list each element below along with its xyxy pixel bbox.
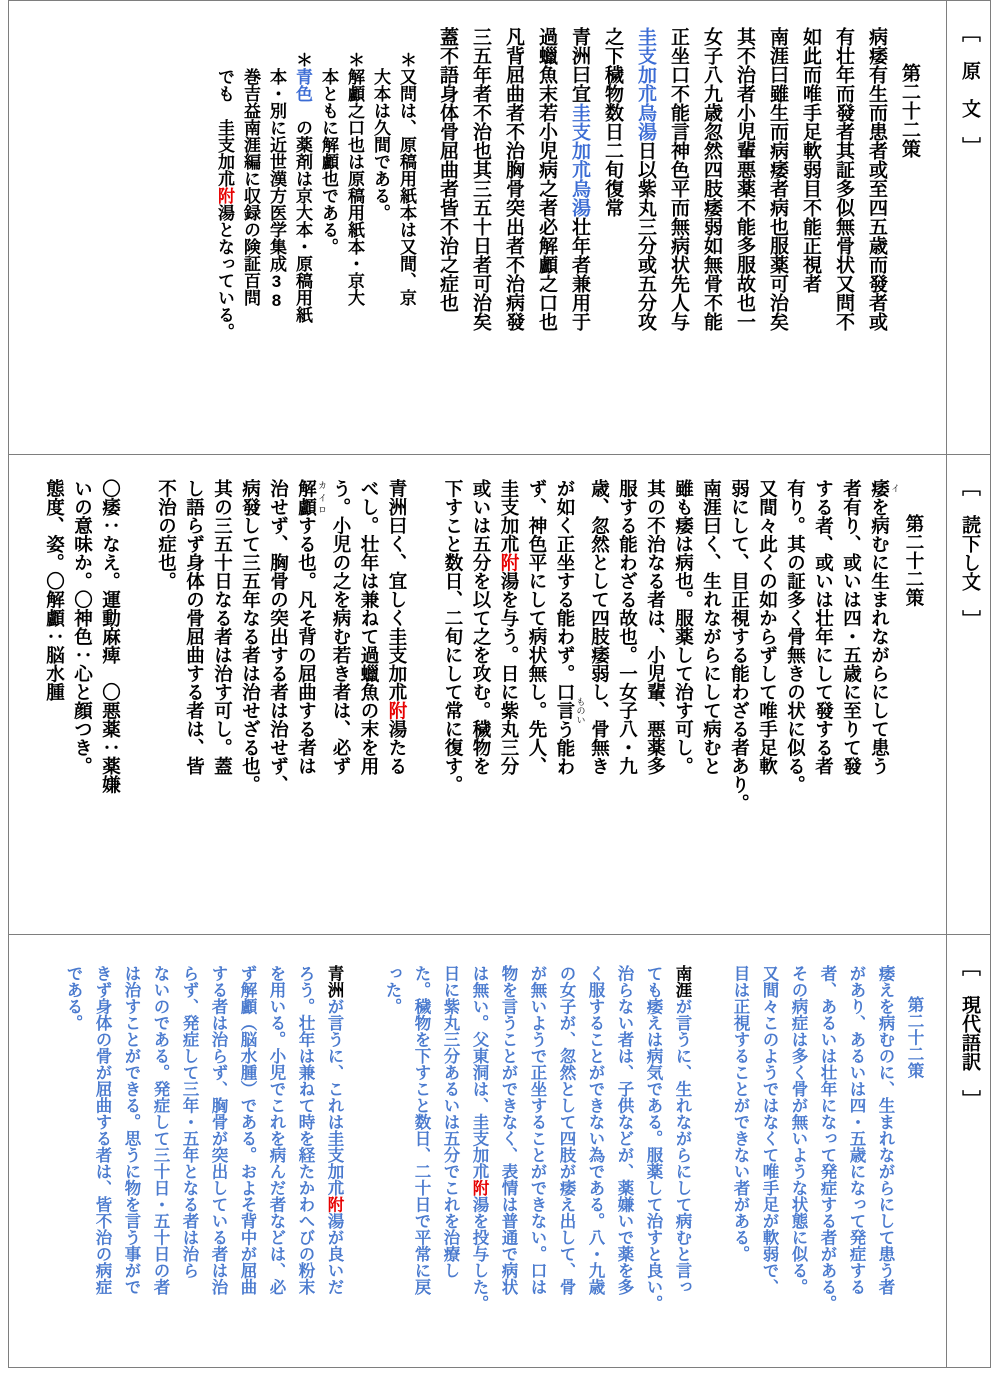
text-segment: する也。凡そ背の屈曲する者は [296, 516, 318, 775]
text-segment: 病發して三五年なる者は治せざる也。 [240, 479, 262, 794]
text-segment: 不治の症也。 [156, 479, 178, 590]
ruby-text: 痿 イ [869, 479, 900, 498]
text-segment: 附 [499, 553, 520, 572]
text-column [495, 479, 523, 928]
text-segment: 南涯曰く、生れながらにして病むと [701, 479, 723, 775]
text-segment: 治らない者は、子供などが、薬嫌いで薬を多 [615, 965, 633, 1295]
text-segment: 圭支加朮烏湯 [635, 27, 656, 141]
text-column [377, 965, 406, 1361]
text-column [614, 479, 642, 928]
text-segment: 過蠟魚末若小児病之者必解顱之口也 [536, 27, 557, 331]
text-segment: 青洲曰宜 [569, 27, 590, 103]
text-column [116, 965, 145, 1361]
text-segment: った。 [383, 965, 401, 1015]
text-segment: の女子が、忽然として四肢が痿え出して、骨 [557, 965, 575, 1295]
text-column [586, 479, 614, 928]
text-segment: 者、あるいは壮年になって発症する者がある。 [818, 965, 836, 1312]
text-column [97, 479, 125, 928]
text-column [237, 479, 265, 928]
text-column [794, 27, 827, 448]
text-segment: 38 [267, 272, 286, 310]
text-segment: 又間々このようではなくて唯手足が軟弱で、 [760, 965, 778, 1295]
text-column [860, 27, 893, 448]
text-column [667, 965, 696, 1361]
text-column [728, 27, 761, 448]
text-column [263, 51, 289, 448]
text-group-main [41, 479, 901, 928]
text-segment: 〇痿：なえ。運動麻痺 〇悪薬：薬嫌 [100, 479, 122, 794]
column-gap [125, 479, 153, 928]
text-segment: 圭支加朮 [499, 479, 520, 553]
text-segment: 附 [325, 1196, 343, 1213]
text-segment: 湯を投与した。 [470, 1196, 488, 1312]
text-segment: 之下穢物数日二旬復常 [602, 27, 623, 217]
text-group-main [58, 965, 899, 1361]
text-segment: 圭支加朮烏湯 [569, 103, 590, 217]
text-segment: する者、或いは壮年にして發する者 [813, 479, 835, 775]
text-column [232, 965, 261, 1361]
text-segment: た。穢物を下すこと数日、二十日で平常に戻 [412, 965, 430, 1295]
column-gap [411, 479, 439, 928]
text-segment: が言うに、生れながらにして病むと言っ [673, 998, 691, 1295]
text-segment: である。 [64, 965, 82, 1031]
text-column [551, 479, 586, 928]
text-column [393, 51, 419, 448]
text-segment: する者は治らず、胸骨が突出している者は治 [209, 965, 227, 1295]
text-column [827, 27, 860, 448]
text-segment: 附 [470, 1179, 488, 1196]
original-text-content [9, 1, 946, 454]
text-segment: 歳、忽然として四肢痿弱し、骨無き [589, 479, 611, 775]
text-segment: を用いる。小児でこれを病んだ者などは、必 [267, 965, 285, 1295]
text-column [761, 27, 794, 448]
text-column [670, 479, 698, 928]
text-segment: ＊解顱之口也は原稿用紙本・京大 [345, 51, 364, 306]
text-segment: 日以紫丸三分或五分攻 [635, 141, 656, 331]
text-column [841, 965, 870, 1361]
text-segment: 物を言うことができなく、表情は普通で病状 [499, 965, 517, 1295]
text-column [662, 27, 695, 448]
text-segment: ろう。壮年は兼ねて時を経たかわへびの粉末 [296, 965, 314, 1295]
text-column [293, 479, 328, 928]
text-segment: 三五年者不治也其三五十日者可治矣 [470, 27, 491, 331]
text-segment: 第二十二策 [905, 996, 923, 1079]
text-segment: 壮年者兼用于 [569, 217, 590, 331]
text-column [783, 965, 812, 1361]
text-segment: 雖も痿は病也。服薬して治す可し。 [673, 479, 695, 775]
section-title [899, 965, 928, 1361]
text-column [355, 479, 383, 928]
text-column [203, 965, 232, 1361]
text-segment: 青洲曰く、宜しく圭支加朮 [387, 479, 408, 701]
text-segment: 其の三五十日なる者は治す可し。蓋 [212, 479, 234, 775]
text-column [810, 479, 838, 928]
text-column [464, 965, 493, 1361]
text-column [523, 479, 551, 928]
text-column [812, 965, 841, 1361]
text-column [726, 479, 754, 928]
text-segment: 下すこと数日、二旬にして常に復す。 [443, 479, 464, 794]
text-segment: 巻吉益南涯編に収録の険証百問 [241, 68, 260, 306]
text-segment: その病症は多く骨が無いような状態に似る。 [789, 965, 807, 1295]
text-segment: 弱にして、目正視する能わざる者あり。 [729, 479, 751, 812]
text-column [698, 479, 726, 928]
text-segment: 第二十二策 [899, 63, 920, 159]
text-column [497, 27, 530, 448]
text-column [642, 479, 670, 928]
text-column [290, 965, 319, 1361]
text-segment: 南涯 [673, 965, 691, 998]
text-segment: 病痿有生而患者或至四五歳而發者或 [866, 27, 887, 331]
text-column [530, 27, 563, 448]
text-column [209, 479, 237, 928]
text-segment: 湯たる [387, 719, 408, 775]
panel-reading-text [8, 455, 991, 935]
text-column [181, 479, 209, 928]
text-column [145, 965, 174, 1361]
text-segment: 日に紫丸三分あるいは五分でこれを治療し [441, 965, 459, 1279]
text-segment: し語らず身体の骨屈曲する者は、皆 [184, 479, 206, 775]
text-segment: べし。壮年は兼ねて過蠟魚の末を用 [359, 479, 380, 775]
text-segment: 服する能わざる故也。一女子八・九 [617, 479, 639, 775]
text-segment: があり、あるいは四・五歳になって発症する [847, 965, 865, 1295]
text-segment: う能わ [555, 720, 576, 776]
text-segment: 如此而唯手足軟弱目不能正視者 [800, 27, 821, 293]
text-segment: 凡背屈曲者不治胸骨突出者不治病發 [503, 27, 524, 331]
text-column [493, 965, 522, 1361]
text-column [580, 965, 609, 1361]
text-segment: 本・別に近世漢方医学集成 [267, 68, 286, 272]
text-column [367, 51, 393, 448]
text-column [327, 479, 355, 928]
text-column [467, 479, 495, 928]
text-group-main [431, 27, 893, 448]
text-segment: 有り。其の証多く骨無きの状に似る。 [785, 479, 807, 794]
text-column [464, 27, 497, 448]
text-column [174, 965, 203, 1361]
text-segment: 青色 [293, 68, 312, 102]
text-column [87, 965, 116, 1361]
modern-translation-label-column [946, 935, 990, 1367]
text-column [58, 965, 87, 1361]
text-column [439, 479, 467, 928]
text-column [629, 27, 662, 448]
text-column [754, 965, 783, 1361]
text-column [522, 965, 551, 1361]
text-segment: ＊又問は、原稿用紙本は又間、京 [397, 51, 416, 306]
section-title [900, 479, 928, 928]
ruby-text: 解顱 カイロ [296, 479, 327, 516]
text-column [551, 965, 580, 1361]
text-segment: が如く正坐する能わず。口 [555, 479, 576, 701]
reading-text-content [9, 455, 946, 934]
text-column [341, 51, 367, 448]
text-column [754, 479, 782, 928]
section-label: ［ 読下し文 ］ [959, 477, 980, 629]
text-segment: 又間々此くの如からずして唯手足軟 [757, 479, 779, 775]
text-column [406, 965, 435, 1361]
text-segment: 湯を与う。日に紫丸三分 [499, 571, 520, 775]
text-column [838, 479, 866, 928]
ruby-text: 言 ものい [555, 697, 586, 724]
text-segment: 有壮年而發者其証多似無骨状又問不 [833, 27, 854, 331]
document-page [8, 0, 991, 1368]
text-segment: 附 [387, 701, 408, 720]
text-column [289, 51, 315, 448]
column-gap [696, 965, 725, 1361]
text-segment: う。小児の之を病む若き者は、必ず [331, 479, 352, 775]
text-segment: 目は正視することができない者がある。 [731, 965, 749, 1262]
text-column [41, 479, 69, 928]
text-segment: 其不治者小児輩悪薬不能多服故也一 [734, 27, 755, 331]
text-segment: く服することができない為である。八・九歳 [586, 965, 604, 1295]
text-segment: 正坐口不能言神色平而無病状先人与 [668, 27, 689, 331]
original-text-label-column [946, 1, 990, 454]
modern-translation-content [9, 935, 946, 1367]
text-segment: 蓋不語身体骨屈曲者皆不治之症也 [437, 27, 458, 312]
text-segment: 其の不治なる者は、小児輩、悪薬多 [645, 479, 667, 775]
text-segment: ても痿えは病気である。服薬して治すと良い。 [644, 965, 662, 1312]
reading-text-label-column [946, 455, 990, 934]
text-column [431, 27, 464, 448]
panel-modern-translation [8, 935, 991, 1368]
text-segment: 女子八九歳忽然四肢痿弱如無骨不能 [701, 27, 722, 331]
section-label: ［ 原 文 ］ [959, 23, 980, 156]
text-segment: 治せず、胸骨の突出する者は治せず、 [268, 479, 290, 794]
text-column [725, 965, 754, 1361]
section-label: ［ 現代語訳 ］ [959, 957, 980, 1109]
text-segment: 青洲 [325, 965, 343, 998]
text-column [319, 965, 348, 1361]
text-column [69, 479, 97, 928]
text-column [315, 51, 341, 448]
text-column [638, 965, 667, 1361]
text-column [435, 965, 464, 1361]
text-segment: が無いようで正坐することができない。口は [528, 965, 546, 1295]
text-segment: 大本は久間である。 [371, 68, 390, 221]
column-gap [348, 965, 377, 1361]
text-column [782, 479, 810, 928]
text-segment: 或いは五分を以て之を攻む。穢物を [471, 479, 492, 775]
text-segment: ないのである。発症して三十日・五十日の者 [151, 965, 169, 1295]
text-segment: が言うに、これは圭支加朮 [325, 998, 343, 1196]
text-column [866, 479, 901, 928]
text-segment: は無い。父東洞は、圭支加朮 [470, 965, 488, 1180]
text-segment: を病むに生まれながらにして患う [869, 497, 891, 775]
text-column [609, 965, 638, 1361]
panel-original-text [8, 0, 991, 455]
text-column [695, 27, 728, 448]
text-segment: 南涯曰雖生而病痿者病也服薬可治矣 [767, 27, 788, 331]
text-segment: 痿えを病むのに、生まれながらにして患う者 [876, 965, 894, 1295]
text-segment: いの意味か。〇神色：心と顔つき。 [72, 479, 94, 775]
text-group-notes [211, 27, 419, 448]
text-column [237, 51, 263, 448]
text-segment: 第二十二策 [904, 514, 925, 607]
text-segment: ＊ [293, 51, 312, 68]
text-segment: の薬剤は京大本・原稿用紙 [293, 102, 312, 323]
text-segment: 本ともに解顱也である。 [319, 68, 338, 255]
text-segment: 態度、姿。〇解顱：脳水腫 [44, 479, 66, 701]
text-column [596, 27, 629, 448]
text-segment: ず、神色平にして病状無し。先人、 [527, 479, 548, 775]
text-segment: 附 [215, 187, 234, 204]
section-title [893, 27, 926, 448]
text-column [383, 479, 411, 928]
text-column [153, 479, 181, 928]
text-segment: でも 圭支加朮 [215, 68, 234, 187]
text-column [261, 965, 290, 1361]
text-column [265, 479, 293, 928]
text-column [211, 51, 237, 448]
text-column [563, 27, 596, 448]
text-segment: きず身体の骨が屈曲する者は、皆不治の病症 [93, 965, 111, 1295]
text-segment: 湯が良いだ [325, 1212, 343, 1295]
text-segment: 湯となっている。 [215, 204, 234, 340]
text-segment: らず、発症して三年・五年となる者は治ら [180, 965, 198, 1279]
text-segment: 者有り、或いは四・五歳に至りて發 [841, 479, 863, 775]
text-column [870, 965, 899, 1361]
text-segment: ず解顱（脳水腫）である。およそ背中が屈曲 [238, 965, 256, 1295]
text-segment: は治すことができる。思うに物を言う事がで [122, 965, 140, 1295]
